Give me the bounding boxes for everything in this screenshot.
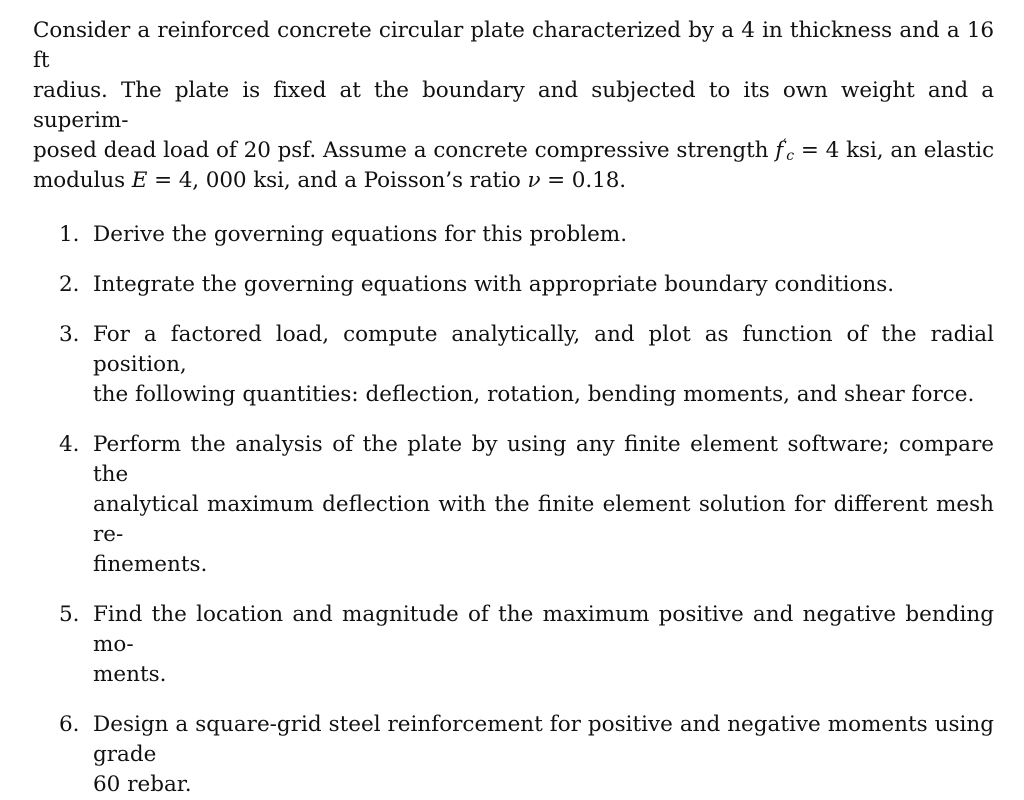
task-line: 60 rebar.: [93, 772, 192, 797]
task-line: Derive the governing equations for this problem.: [93, 222, 628, 247]
task-text: [93, 320, 994, 410]
task-item: [59, 320, 994, 410]
task-item: [59, 270, 994, 300]
task-item: [59, 220, 994, 250]
task-list: [33, 220, 994, 800]
intro-line-3-tail: = 4 ksi, an elastic: [800, 138, 995, 163]
fc-letter: f: [775, 138, 784, 163]
task-number: 4.: [59, 432, 80, 457]
task-line: analytical maximum deflection with the finite element solution for different mesh re-: [93, 492, 994, 547]
task-line: Find the location and magnitude of the maximum positive and negative bending mo-: [93, 602, 994, 657]
task-number: 2.: [59, 272, 80, 297]
intro-line-4: [33, 166, 994, 196]
task-number: 6.: [59, 712, 80, 737]
intro-line-3-text: posed dead load of 20 psf. Assume a concrete compressive strength: [33, 138, 769, 163]
E-symbol: E: [131, 168, 148, 193]
task-line: Perform the analysis of the plate by using any finite element software; compare the: [93, 432, 994, 487]
task-line: For a factored load, compute analytically, and plot as function of the radial position,: [93, 322, 994, 377]
intro-line-4-b: = 4, 000 ksi, and a Poisson’s ratio: [154, 168, 521, 193]
intro-line-2: radius. The plate is fixed at the boundary and subjected to its own weight and a superim-: [33, 78, 994, 133]
task-number: 1.: [59, 222, 80, 247]
task-line: ments.: [93, 662, 167, 687]
intro-line-1: Consider a reinforced concrete circular plate characterized by a 4 in thickness and a 16 ft: [33, 18, 994, 73]
task-line: finements.: [93, 552, 208, 577]
intro-line-4-c: = 0.18.: [547, 168, 627, 193]
task-text: [93, 710, 994, 800]
fc-prime: ′: [783, 137, 787, 153]
task-number: 3.: [59, 322, 80, 347]
task-line: Integrate the governing equations with appropriate boundary conditions.: [93, 272, 895, 297]
task-text: [93, 430, 994, 580]
task-text: [93, 270, 994, 300]
problem-statement: [33, 16, 994, 196]
fc-symbol: [775, 138, 794, 163]
task-text: [93, 220, 994, 250]
task-item: [59, 430, 994, 580]
task-number: 5.: [59, 602, 80, 627]
task-line: the following quantities: deflection, rotation, bending moments, and shear force.: [93, 382, 975, 407]
task-item: [59, 710, 994, 800]
task-text: [93, 600, 994, 690]
task-item: [59, 600, 994, 690]
intro-line-4-a: modulus: [33, 168, 125, 193]
task-line: Design a square-grid steel reinforcement for positive and negative moments using grade: [93, 712, 994, 767]
fc-subscript: c: [786, 148, 794, 164]
intro-line-3: [33, 136, 994, 166]
nu-symbol: ν: [527, 168, 541, 193]
